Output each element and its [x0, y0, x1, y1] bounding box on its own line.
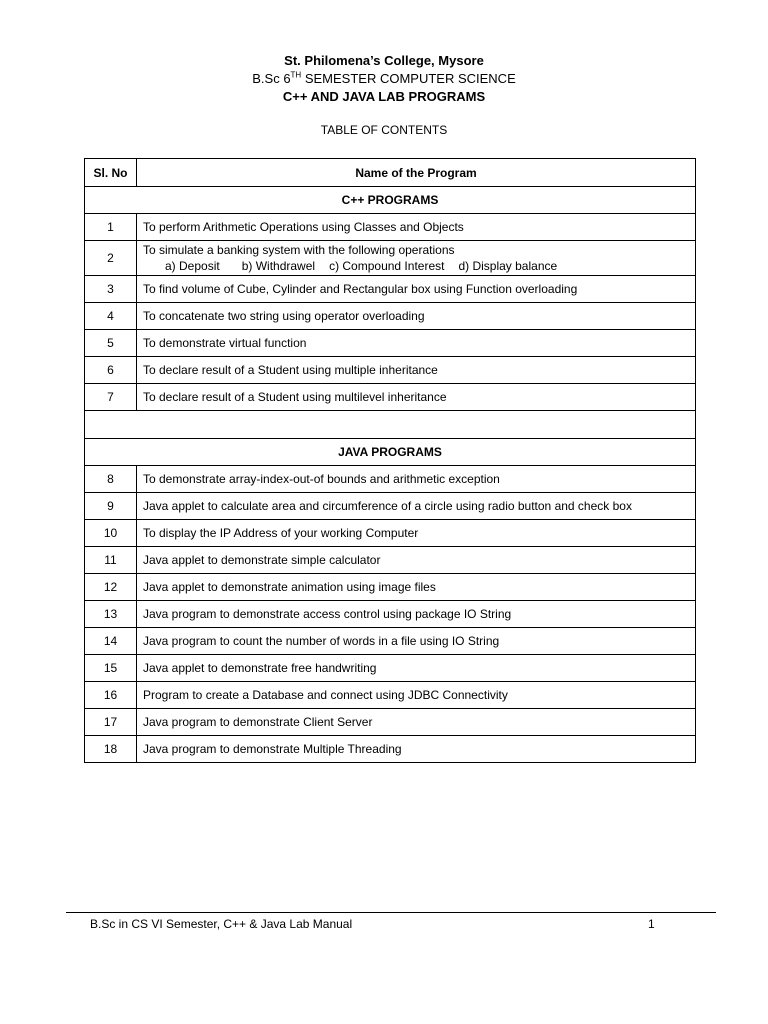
- program-name-cell: To concatenate two string using operator overloading: [137, 303, 696, 330]
- program-name-cell: [137, 241, 696, 276]
- blank-cell: [85, 411, 696, 439]
- sl-no-cell: 6: [85, 357, 137, 384]
- program-name-cell: Java program to demonstrate access control using package IO String: [137, 601, 696, 628]
- program-name-cell: Program to create a Database and connect using JDBC Connectivity: [137, 682, 696, 709]
- operations-list: [143, 258, 689, 274]
- table-row: [85, 655, 696, 682]
- program-name-cell: Java applet to demonstrate simple calculator: [137, 547, 696, 574]
- program-name-cell: Java applet to demonstrate free handwriting: [137, 655, 696, 682]
- table-row: [85, 357, 696, 384]
- program-name-cell: To demonstrate array-index-out-of bounds and arithmetic exception: [137, 466, 696, 493]
- column-header-sl-no: Sl. No: [85, 159, 137, 187]
- operation-item: a) Deposit: [165, 259, 220, 273]
- table-row: [85, 574, 696, 601]
- program-name-cell: To demonstrate virtual function: [137, 330, 696, 357]
- sl-no-cell: 13: [85, 601, 137, 628]
- table-row: [85, 303, 696, 330]
- program-name-cell: To declare result of a Student using multilevel inheritance: [137, 384, 696, 411]
- footer-title: B.Sc in CS VI Semester, C++ & Java Lab Manual: [90, 917, 353, 931]
- sl-no-cell: 17: [85, 709, 137, 736]
- course-suffix: SEMESTER COMPUTER SCIENCE: [301, 71, 516, 86]
- table-row: [85, 384, 696, 411]
- sl-no-cell: 3: [85, 276, 137, 303]
- footer-divider: [66, 912, 716, 913]
- table-row: [85, 493, 696, 520]
- section-row-cpp: [85, 187, 696, 214]
- table-row: [85, 682, 696, 709]
- sl-no-cell: 8: [85, 466, 137, 493]
- toc-table: [84, 158, 696, 763]
- table-row: [85, 628, 696, 655]
- sl-no-cell: 10: [85, 520, 137, 547]
- table-row: [85, 466, 696, 493]
- sl-no-cell: 12: [85, 574, 137, 601]
- section-title-cpp: C++ PROGRAMS: [85, 187, 696, 214]
- section-title-java: JAVA PROGRAMS: [85, 439, 696, 466]
- program-name-text: To simulate a banking system with the following operations: [143, 243, 455, 257]
- operation-item: b) Withdrawel: [241, 259, 316, 273]
- sl-no-cell: 9: [85, 493, 137, 520]
- table-row: [85, 601, 696, 628]
- toc-heading: TABLE OF CONTENTS: [320, 123, 448, 137]
- table-row: [85, 520, 696, 547]
- course-superscript: TH: [290, 70, 302, 80]
- program-name-cell: Java program to count the number of words in a file using IO String: [137, 628, 696, 655]
- college-name: St. Philomena’s College, Mysore: [284, 53, 484, 68]
- table-row: [85, 241, 696, 276]
- sl-no-cell: 15: [85, 655, 137, 682]
- program-name-cell: Java program to demonstrate Multiple Threading: [137, 736, 696, 763]
- sl-no-cell: 2: [85, 241, 137, 276]
- blank-row: [85, 411, 696, 439]
- document-header: [0, 52, 768, 106]
- operation-item: d) Display balance: [458, 259, 558, 273]
- program-name-cell: Java program to demonstrate Client Server: [137, 709, 696, 736]
- table-row: [85, 330, 696, 357]
- subject-title: C++ AND JAVA LAB PROGRAMS: [282, 89, 486, 104]
- sl-no-cell: 7: [85, 384, 137, 411]
- table-row: [85, 736, 696, 763]
- sl-no-cell: 16: [85, 682, 137, 709]
- sl-no-cell: 4: [85, 303, 137, 330]
- program-name-cell: Java applet to demonstrate animation using image files: [137, 574, 696, 601]
- program-name-cell: To declare result of a Student using multiple inheritance: [137, 357, 696, 384]
- sl-no-cell: 14: [85, 628, 137, 655]
- program-name-cell: To perform Arithmetic Operations using Classes and Objects: [137, 214, 696, 241]
- sl-no-cell: 18: [85, 736, 137, 763]
- section-row-java: [85, 439, 696, 466]
- table-row: [85, 276, 696, 303]
- sl-no-cell: 1: [85, 214, 137, 241]
- column-header-program-name: Name of the Program: [137, 159, 696, 187]
- course-prefix: B.Sc 6: [252, 71, 291, 86]
- course-line: [0, 70, 768, 88]
- table-row: [85, 709, 696, 736]
- sl-no-cell: 11: [85, 547, 137, 574]
- operation-item: c) Compound Interest: [329, 259, 445, 273]
- toc-body: [85, 187, 696, 763]
- page-number: 1: [648, 917, 655, 931]
- table-row: [85, 547, 696, 574]
- table-header-row: [85, 159, 696, 187]
- sl-no-cell: 5: [85, 330, 137, 357]
- program-name-cell: Java applet to calculate area and circumference of a circle using radio button and check box: [137, 493, 696, 520]
- program-name-cell: To find volume of Cube, Cylinder and Rectangular box using Function overloading: [137, 276, 696, 303]
- program-name-cell: To display the IP Address of your working Computer: [137, 520, 696, 547]
- table-row: [85, 214, 696, 241]
